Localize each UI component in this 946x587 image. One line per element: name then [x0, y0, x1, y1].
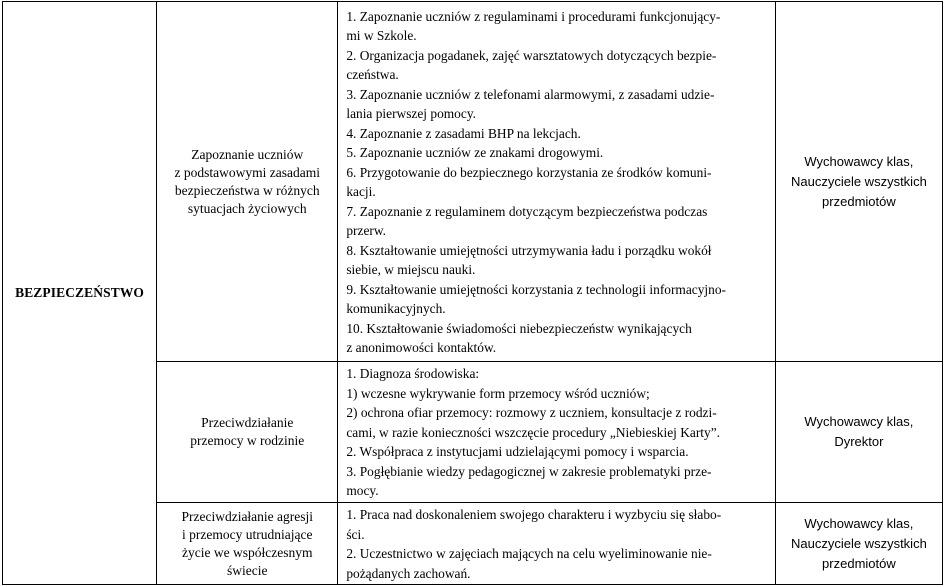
action-line: 2. Współpraca z instytucjami udzielającymi pomocy i wsparcia.: [346, 444, 689, 460]
actions-cell: [338, 503, 775, 585]
action-line: komunikacyjnych.: [346, 301, 446, 316]
responsible-line: Nauczyciele wszystkich: [790, 173, 927, 189]
program-table: [2, 1, 943, 585]
topic-line: i przemocy utrudniające: [182, 526, 313, 542]
action-line: przerw.: [346, 223, 386, 238]
action-line: 7. Zapoznanie z regulaminem dotyczącym bezpieczeństwa podczas: [346, 203, 708, 219]
action-line: ści.: [346, 526, 365, 542]
action-line: 6. Przygotowanie do bezpiecznego korzystania ze środków komuni-: [346, 164, 712, 180]
action-line: 1) wczesne wykrywanie form przemocy wśród uczniów;: [346, 385, 650, 401]
action-line: czeństwa.: [346, 67, 399, 82]
action-line: lania pierwszej pomocy.: [346, 106, 476, 121]
responsible-line: przedmiotów: [822, 193, 896, 209]
responsible-line: Dyrektor: [834, 434, 884, 449]
responsible-line: przedmiotów: [822, 555, 896, 571]
action-line: 2) ochrona ofiar przemocy: rozmowy z uczniem, konsultacje z rodzi-: [346, 405, 717, 421]
topic-cell: [157, 2, 338, 362]
topic-cell: [157, 503, 338, 585]
topic-line: świecie: [227, 562, 268, 578]
action-line: 2. Uczestnictwo w zajęciach mających na celu wyeliminowanie nie-: [346, 546, 712, 561]
area-label: BEZPIECZEŃSTWO: [15, 285, 145, 300]
actions-cell: [338, 2, 775, 362]
table-row: [3, 2, 943, 362]
topic-line: Przeciwdziałanie agresji: [181, 508, 314, 524]
action-line: 1. Praca nad doskonaleniem swojego charakteru i wyzbyciu się słabo-: [346, 507, 722, 522]
action-line: 1. Zapoznanie uczniów z regulaminami i procedurami funkcjonujący-: [346, 8, 721, 24]
action-line: z anonimowości kontaktów.: [346, 340, 497, 355]
responsible-line: Wychowawcy klas,: [804, 515, 914, 531]
topic-line: z podstawowymi zasadami: [174, 164, 320, 180]
action-line: kacji.: [346, 184, 376, 199]
action-line: 5. Zapoznanie uczniów ze znakami drogowymi.: [346, 145, 604, 160]
action-line: siebie, w miejscu nauki.: [346, 262, 476, 277]
topic-line: sytuacjach życiowych: [187, 200, 307, 216]
actions-cell: [338, 362, 775, 503]
responsible-line: Nauczyciele wszystkich: [790, 535, 927, 551]
topic-line: Zapoznanie uczniów: [191, 146, 304, 162]
responsible-cell: [775, 2, 942, 362]
action-line: 8. Kształtowanie umiejętności utrzymywania ładu i porządku wokół: [346, 242, 712, 258]
action-line: 2. Organizacja pogadanek, zajęć warsztatowych dotyczących bezpie-: [346, 47, 717, 63]
action-line: 3. Zapoznanie uczniów z telefonami alarmowymi, z zasadami udzie-: [346, 86, 715, 102]
action-line: 4. Zapoznanie z zasadami BHP na lekcjach.: [346, 125, 581, 141]
action-line: 3. Pogłębianie wiedzy pedagogicznej w zakresie problematyki prze-: [346, 463, 712, 479]
action-line: 10. Kształtowanie świadomości niebezpieczeństw wynikających: [346, 320, 692, 336]
action-line: mocy.: [346, 483, 379, 499]
action-line: cami, w razie konieczności wszczęcie procedury „Niebieskiej Karty”.: [346, 424, 720, 440]
topic-cell: [157, 362, 338, 503]
action-line: 9. Kształtowanie umiejętności korzystania z technologii informacyjno-: [346, 281, 727, 297]
topic-line: bezpieczeństwa w różnych: [174, 182, 320, 198]
action-line: mi w Szkole.: [346, 28, 417, 43]
area-cell: [3, 2, 157, 585]
topic-line: Przeciwdziałanie: [201, 415, 294, 430]
topic-line: życie we współczesnym: [182, 544, 313, 560]
action-line: 1. Diagnoza środowiska:: [346, 366, 480, 382]
responsible-cell: [775, 503, 942, 585]
responsible-cell: [775, 362, 942, 503]
topic-line: przemocy w rodzinie: [190, 433, 305, 448]
responsible-line: Wychowawcy klas,: [804, 414, 914, 429]
responsible-line: Wychowawcy klas,: [804, 153, 914, 169]
action-line: pożądanych zachowań.: [346, 565, 471, 581]
